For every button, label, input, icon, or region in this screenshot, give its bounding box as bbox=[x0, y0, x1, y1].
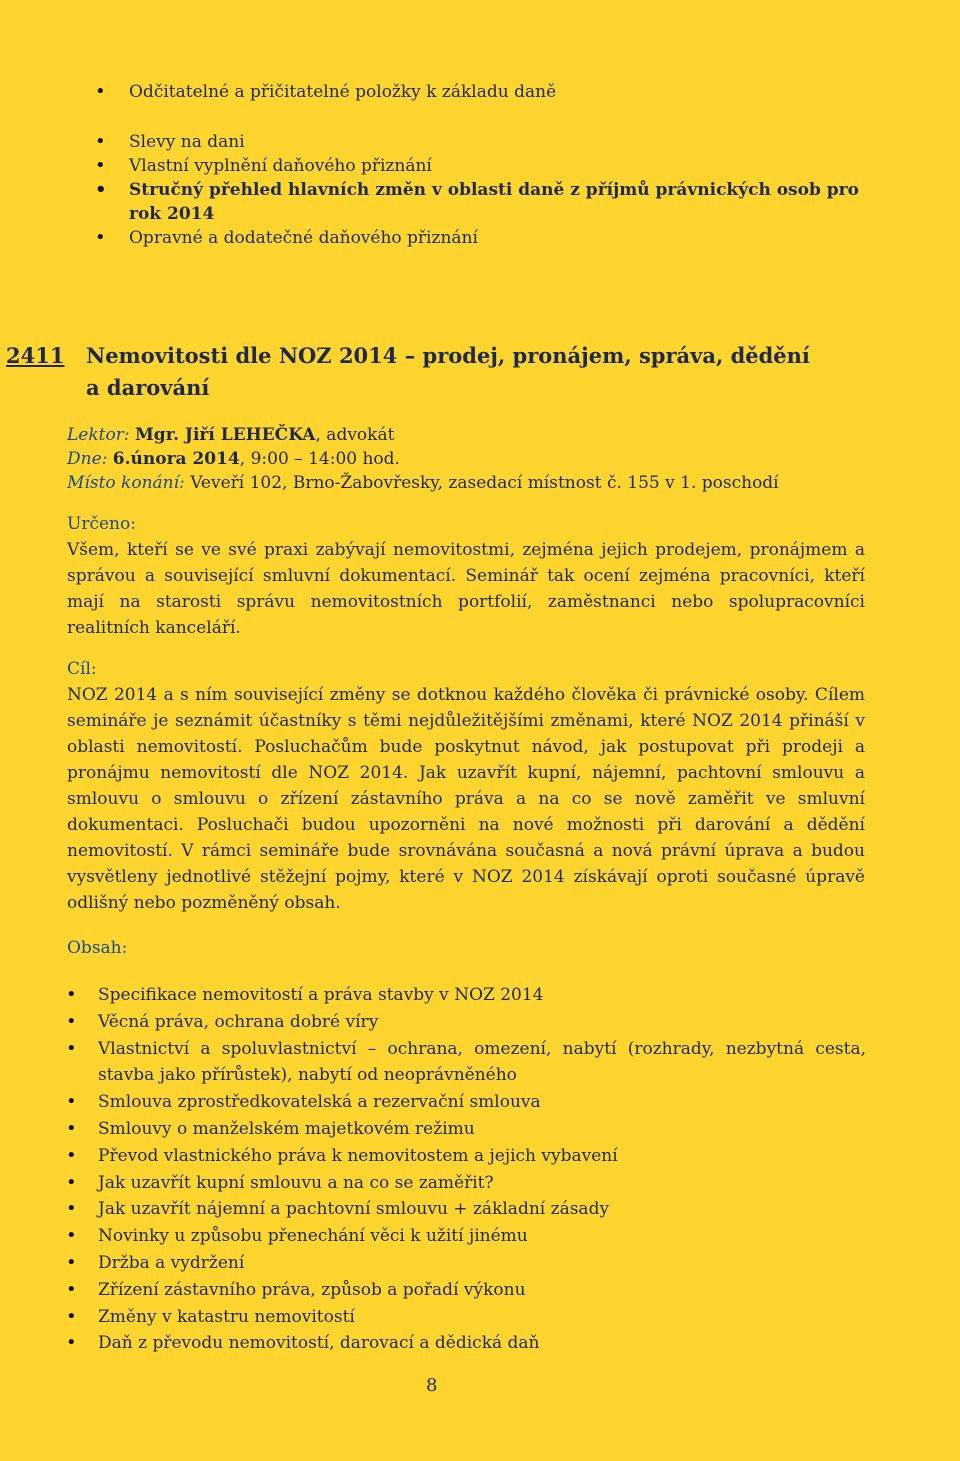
page-number: 8 bbox=[426, 1375, 438, 1396]
date-label: Dne: bbox=[67, 449, 108, 469]
list-item: • Převod vlastnického práva k nemovitostem a jejich vybavení bbox=[66, 1143, 866, 1170]
list-item: • Smlouvy o manželském majetkovém režimu bbox=[66, 1116, 866, 1143]
time-value: , 9:00 – 14:00 hod. bbox=[239, 449, 400, 469]
list-item: • Vlastnictví a spoluvlastnictví – ochrana, omezení, nabytí (rozhrady, nezbytná cesta, stavba jako přírůstek), nabytí od neoprávněného bbox=[66, 1036, 866, 1090]
list-item: • Stručný přehled hlavních změn v oblasti daně z příjmů právnických osob pro rok 2014 bbox=[95, 178, 875, 226]
venue-row bbox=[67, 471, 897, 495]
list-item: • Daň z převodu nemovitostí, darovací a dědická daň bbox=[66, 1330, 866, 1357]
course-number: 2411 bbox=[6, 343, 65, 368]
course-title: Nemovitosti dle NOZ 2014 – prodej, pronájem, správa, dědění bbox=[86, 343, 810, 368]
list-item: • Zřízení zástavního práva, způsob a pořadí výkonu bbox=[66, 1277, 866, 1304]
list-item: • Odčitatelné a přičitatelné položky k základu daně bbox=[95, 80, 875, 104]
course-heading bbox=[6, 340, 886, 404]
list-item: • Smlouva zprostředkovatelská a rezervační smlouva bbox=[66, 1089, 866, 1116]
venue-label: Místo konání: bbox=[67, 473, 185, 493]
lektor-row bbox=[67, 423, 897, 447]
urceno-section bbox=[67, 511, 865, 641]
top-bullet-list bbox=[95, 80, 875, 250]
cil-label: Cíl: bbox=[67, 659, 97, 679]
obsah-label: Obsah: bbox=[67, 938, 128, 958]
date-row bbox=[67, 447, 897, 471]
lektor-name: Mgr. Jiří LEHEČKA bbox=[134, 425, 316, 445]
obsah-list bbox=[66, 982, 866, 1357]
cil-text: NOZ 2014 a s ním související změny se dotknou každého člověka či právnické osoby. Cílem semináře je seznámit účastníky s těmi nejdůležitějšími změnami, které NOZ 2014 přináší v oblasti nemovitostí. Posluchačům bude poskytnut návod, jak postupovat při prodeji a pronájmu nemovitostí dle NOZ 2014. Jak uzavřít kupní, nájemní, pachtovní smlouvu a smlouvu o smlouvu o zřízení zástavního práva a na co se nově zaměřit ve smluvní dokumentaci. Posluchači budou upozorněni na nové možnosti při darování a dědění nemovitostí. V rámci semináře bude srovnávána současná a nová právní úprava a budou vysvětleny jednotlivé stěžejní pojmy, které v NOZ 2014 získávají oproti současné úpravě odlišný nebo pozměněný obsah. bbox=[67, 685, 865, 913]
list-item: • Opravné a dodatečné daňového přiznání bbox=[95, 226, 875, 250]
list-item: • Slevy na dani bbox=[95, 130, 875, 154]
course-title-continued: a darování bbox=[86, 375, 210, 400]
list-item: • Vlastní vyplnění daňového přiznání bbox=[95, 154, 875, 178]
date-value: 6.února 2014 bbox=[112, 449, 240, 469]
lektor-role: , advokát bbox=[315, 425, 395, 445]
course-meta bbox=[67, 423, 897, 495]
urceno-label: Určeno: bbox=[67, 514, 136, 534]
obsah-label-wrap bbox=[67, 935, 865, 961]
lektor-label: Lektor: bbox=[67, 425, 130, 445]
list-item: • Držba a vydržení bbox=[66, 1250, 866, 1277]
cil-section bbox=[67, 656, 865, 916]
list-item: • Jak uzavřít kupní smlouvu a na co se zaměřit? bbox=[66, 1170, 866, 1197]
venue-value: Veveří 102, Brno-Žabovřesky, zasedací místnost č. 155 v 1. poschodí bbox=[190, 473, 779, 493]
list-item: • Specifikace nemovitostí a práva stavby v NOZ 2014 bbox=[66, 982, 866, 1009]
list-item: • Novinky u způsobu přenechání věci k užití jinému bbox=[66, 1223, 866, 1250]
list-item: • Věcná práva, ochrana dobré víry bbox=[66, 1009, 866, 1036]
urceno-text: Všem, kteří se ve své praxi zabývají nemovitostmi, zejména jejich prodejem, pronájmem a správou a související smluvní dokumentací. Seminář tak ocení zejména pracovníci, kteří mají na starosti správu nemovitostních portfolií, zaměstnanci nebo spolupracovníci realitních kanceláří. bbox=[67, 540, 865, 638]
list-item: • Jak uzavřít nájemní a pachtovní smlouvu + základní zásady bbox=[66, 1196, 866, 1223]
list-item: • Změny v katastru nemovitostí bbox=[66, 1304, 866, 1331]
